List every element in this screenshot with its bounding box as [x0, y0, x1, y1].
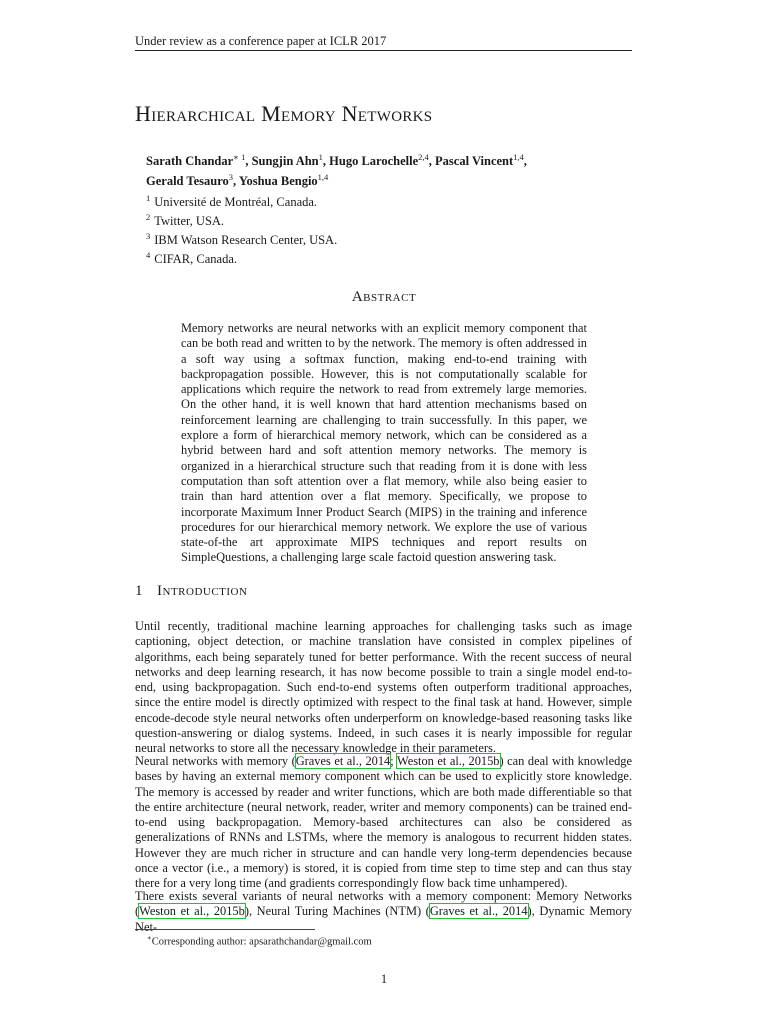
- affiliation-text: IBM Watson Research Center, USA.: [154, 233, 338, 248]
- footnote-mark: ∗: [147, 934, 152, 942]
- affiliation-item: [146, 210, 337, 229]
- citation-link[interactable]: Weston et al., 2015b: [397, 754, 500, 768]
- abstract-text: Memory networks are neural networks with an explicit memory component that can be both read and written to by the network. The memory is often addressed in a soft way using a softmax function, making end-to-end training with backpropagation possible. However, this is not computationally scalable for applications which require the network to read from extremely large memories. On the other hand, it is well known that hard attention mechanisms based on reinforcement learning are challenging to train successfully. In this paper, we explore a form of hierarchical memory network, which can be considered as a hybrid between hard and soft attention memory networks. The memory is organized in a hierarchical structure such that reading from it is done with less computation than soft attention over a flat memory, while also being easier to train than hard attention over a flat memory. Specifically, we propose to incorporate Maximum Inner Product Search (MIPS) in the training and inference procedures for our hierarchical memory network. We explore the use of various state-of-the art approximate MIPS techniques and report results on SimpleQuestions, a challenging large scale factoid question answering task.: [181, 321, 587, 565]
- author-sup: ∗ 1: [233, 152, 246, 162]
- paragraph-text: There exists several variants of neural networks with a memory component: Memory Networks (: [135, 889, 632, 919]
- affiliation-text: Twitter, USA.: [154, 214, 225, 229]
- footnote: [147, 934, 372, 948]
- author-sep: ,: [523, 154, 527, 169]
- author-sup: 1,4: [317, 172, 329, 183]
- author-name: Gerald Tesauro: [146, 174, 229, 189]
- affiliation-number: 4: [146, 250, 151, 261]
- intro-paragraph-1: Until recently, traditional machine learning approaches for challenging tasks such as image captioning, object detection, or machine translation have consisted in complex pipelines of algorithms, each being separately tuned for better performance. With the recent success of neural networks and deep learning research, it has now become possible to train a single model end-to-end, using backpropagation. Such end-to-end systems often outperform traditional approaches, since the entire model is directly optimized with respect to the final task at hand. However, simple encode-decode style neural networks often underperform on knowledge-based reasoning tasks like question-answering or dialog systems. Indeed, in such cases it is nearly impossible for regular neural networks to store all the necessary knowledge in their parameters.: [135, 619, 632, 756]
- section-heading: [135, 583, 247, 600]
- citation-separator: ;: [390, 754, 397, 768]
- affiliation-list: [146, 191, 337, 268]
- author-name: , Pascal Vincent: [428, 154, 514, 169]
- author-name: , Hugo Larochelle: [322, 154, 419, 169]
- paragraph-text: Neural networks with memory (: [135, 754, 296, 768]
- footnote-rule: [135, 929, 315, 930]
- affiliation-text: CIFAR, Canada.: [154, 252, 237, 267]
- affiliation-text: Université de Montréal, Canada.: [154, 195, 318, 210]
- paper-title: Hierarchical Memory Networks: [135, 101, 433, 126]
- citation-link[interactable]: Graves et al., 2014: [295, 754, 391, 768]
- author-list: [146, 149, 626, 189]
- intro-paragraph-2: [135, 754, 632, 892]
- citation-link[interactable]: Graves et al., 2014: [429, 904, 528, 919]
- abstract-heading: Abstract: [351, 289, 417, 305]
- footnote-text: Corresponding author: apsarathchandar@gmail.com: [151, 936, 372, 948]
- affiliation-item: [146, 229, 337, 248]
- author-name: Sarath Chandar: [146, 154, 234, 169]
- page-number: 1: [380, 972, 388, 986]
- author-name: , Sungjin Ahn: [245, 154, 319, 169]
- section-title: Introduction: [157, 583, 248, 599]
- header-rule: [135, 50, 632, 51]
- running-header: Under review as a conference paper at ICLR 2017: [135, 34, 387, 48]
- paragraph-text: ), Dynamic Memory Net-: [135, 904, 632, 934]
- author-sup: 1,4: [513, 152, 524, 162]
- author-sup: 1: [318, 152, 323, 162]
- author-name: , Yoshua Bengio: [233, 174, 318, 189]
- paragraph-text: ), Neural Turing Machines (NTM) (: [244, 904, 430, 919]
- section-number: 1: [135, 583, 143, 599]
- author-sup: 3: [228, 172, 234, 183]
- author-sup: 2,4: [418, 152, 429, 162]
- affiliation-number: 3: [146, 231, 151, 242]
- affiliation-item: [146, 191, 337, 210]
- affiliation-item: [146, 248, 337, 267]
- affiliation-number: 2: [146, 212, 151, 223]
- affiliation-number: 1: [146, 193, 151, 203]
- paragraph-text: ) can deal with knowledge bases by having an external memory component which can be used to explicitly store knowledge. The memory is accessed by reader and writer functions, which are both made differentiable so that the entire architecture (neural network, reader, writer and memory components) can be trained end-to-end using backpropagation. Memory-based architectures can also be considered as generalizations of RNNs and LSTMs, where the memory is analogous to recurrent hidden states. However they are much richer in structure and can handle very long-term dependencies because once a vector (i.e., a memory) is stored, it is copied from time step to time step and can thus stay there for a very long time (and gradients correspondingly flow back time unhampered).: [135, 754, 632, 891]
- intro-paragraph-3: [135, 889, 632, 935]
- citation-link[interactable]: Weston et al., 2015b: [139, 904, 245, 919]
